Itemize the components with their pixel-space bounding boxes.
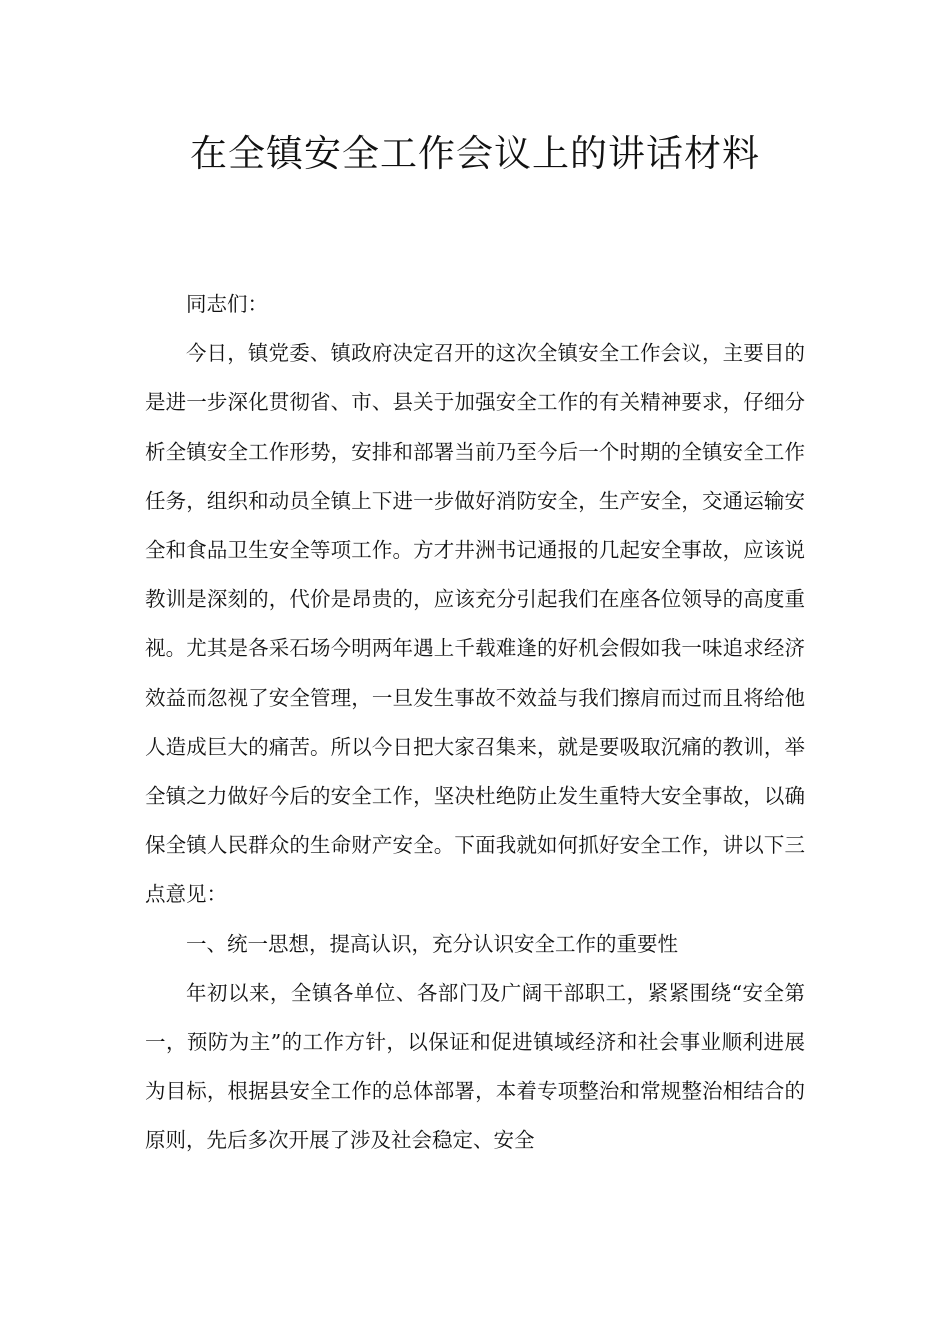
paragraph-section-1: 年初以来，全镇各单位、各部门及广阔干部职工，紧紧围绕“安全第一，预防为主”的工作方针，以保证和促进镇域经济和社会事业顺利进展为目标，根据县安全工作的总体部署，本着专项整治和常规整治相结合的原则，先后多次开展了涉及社会稳定、安全 [145,980,805,1153]
section-heading-1: 一、统一思想，提高认识，充分认识安全工作的重要性 [186,931,678,956]
document-body [145,280,805,1166]
document-title: 在全镇安全工作会议上的讲话材料 [190,132,760,175]
paragraph-intro: 今日，镇党委、镇政府决定召开的这次全镇安全工作会议，主要目的是进一步深化贯彻省、市、县关于加强安全工作的有关精神要求，仔细分析全镇安全工作形势，安排和部署当前乃至今后一个时期的全镇安全工作任务，组织和动员全镇上下进一步做好消防安全，生产安全，交通运输安全和食品卫生安全等项工作。方才井洲书记通报的几起安全事故，应该说教训是深刻的，代价是昂贵的，应该充分引起我们在座各位领导的高度重视。尤其是各采石场今明两年遇上千载难逢的好机会假如我一味追求经济效益而忽视了安全管理，一旦发生事故不效益与我们擦肩而过而且将给他人造成巨大的痛苦。所以今日把大家召集来，就是要吸取沉痛的教训，举全镇之力做好今后的安全工作，坚决杜绝防止发生重特大安全事故，以确保全镇人民群众的生命财产安全。下面我就如何抓好安全工作，讲以下三点意见： [145,341,805,907]
salutation: 同志们： [186,292,268,316]
